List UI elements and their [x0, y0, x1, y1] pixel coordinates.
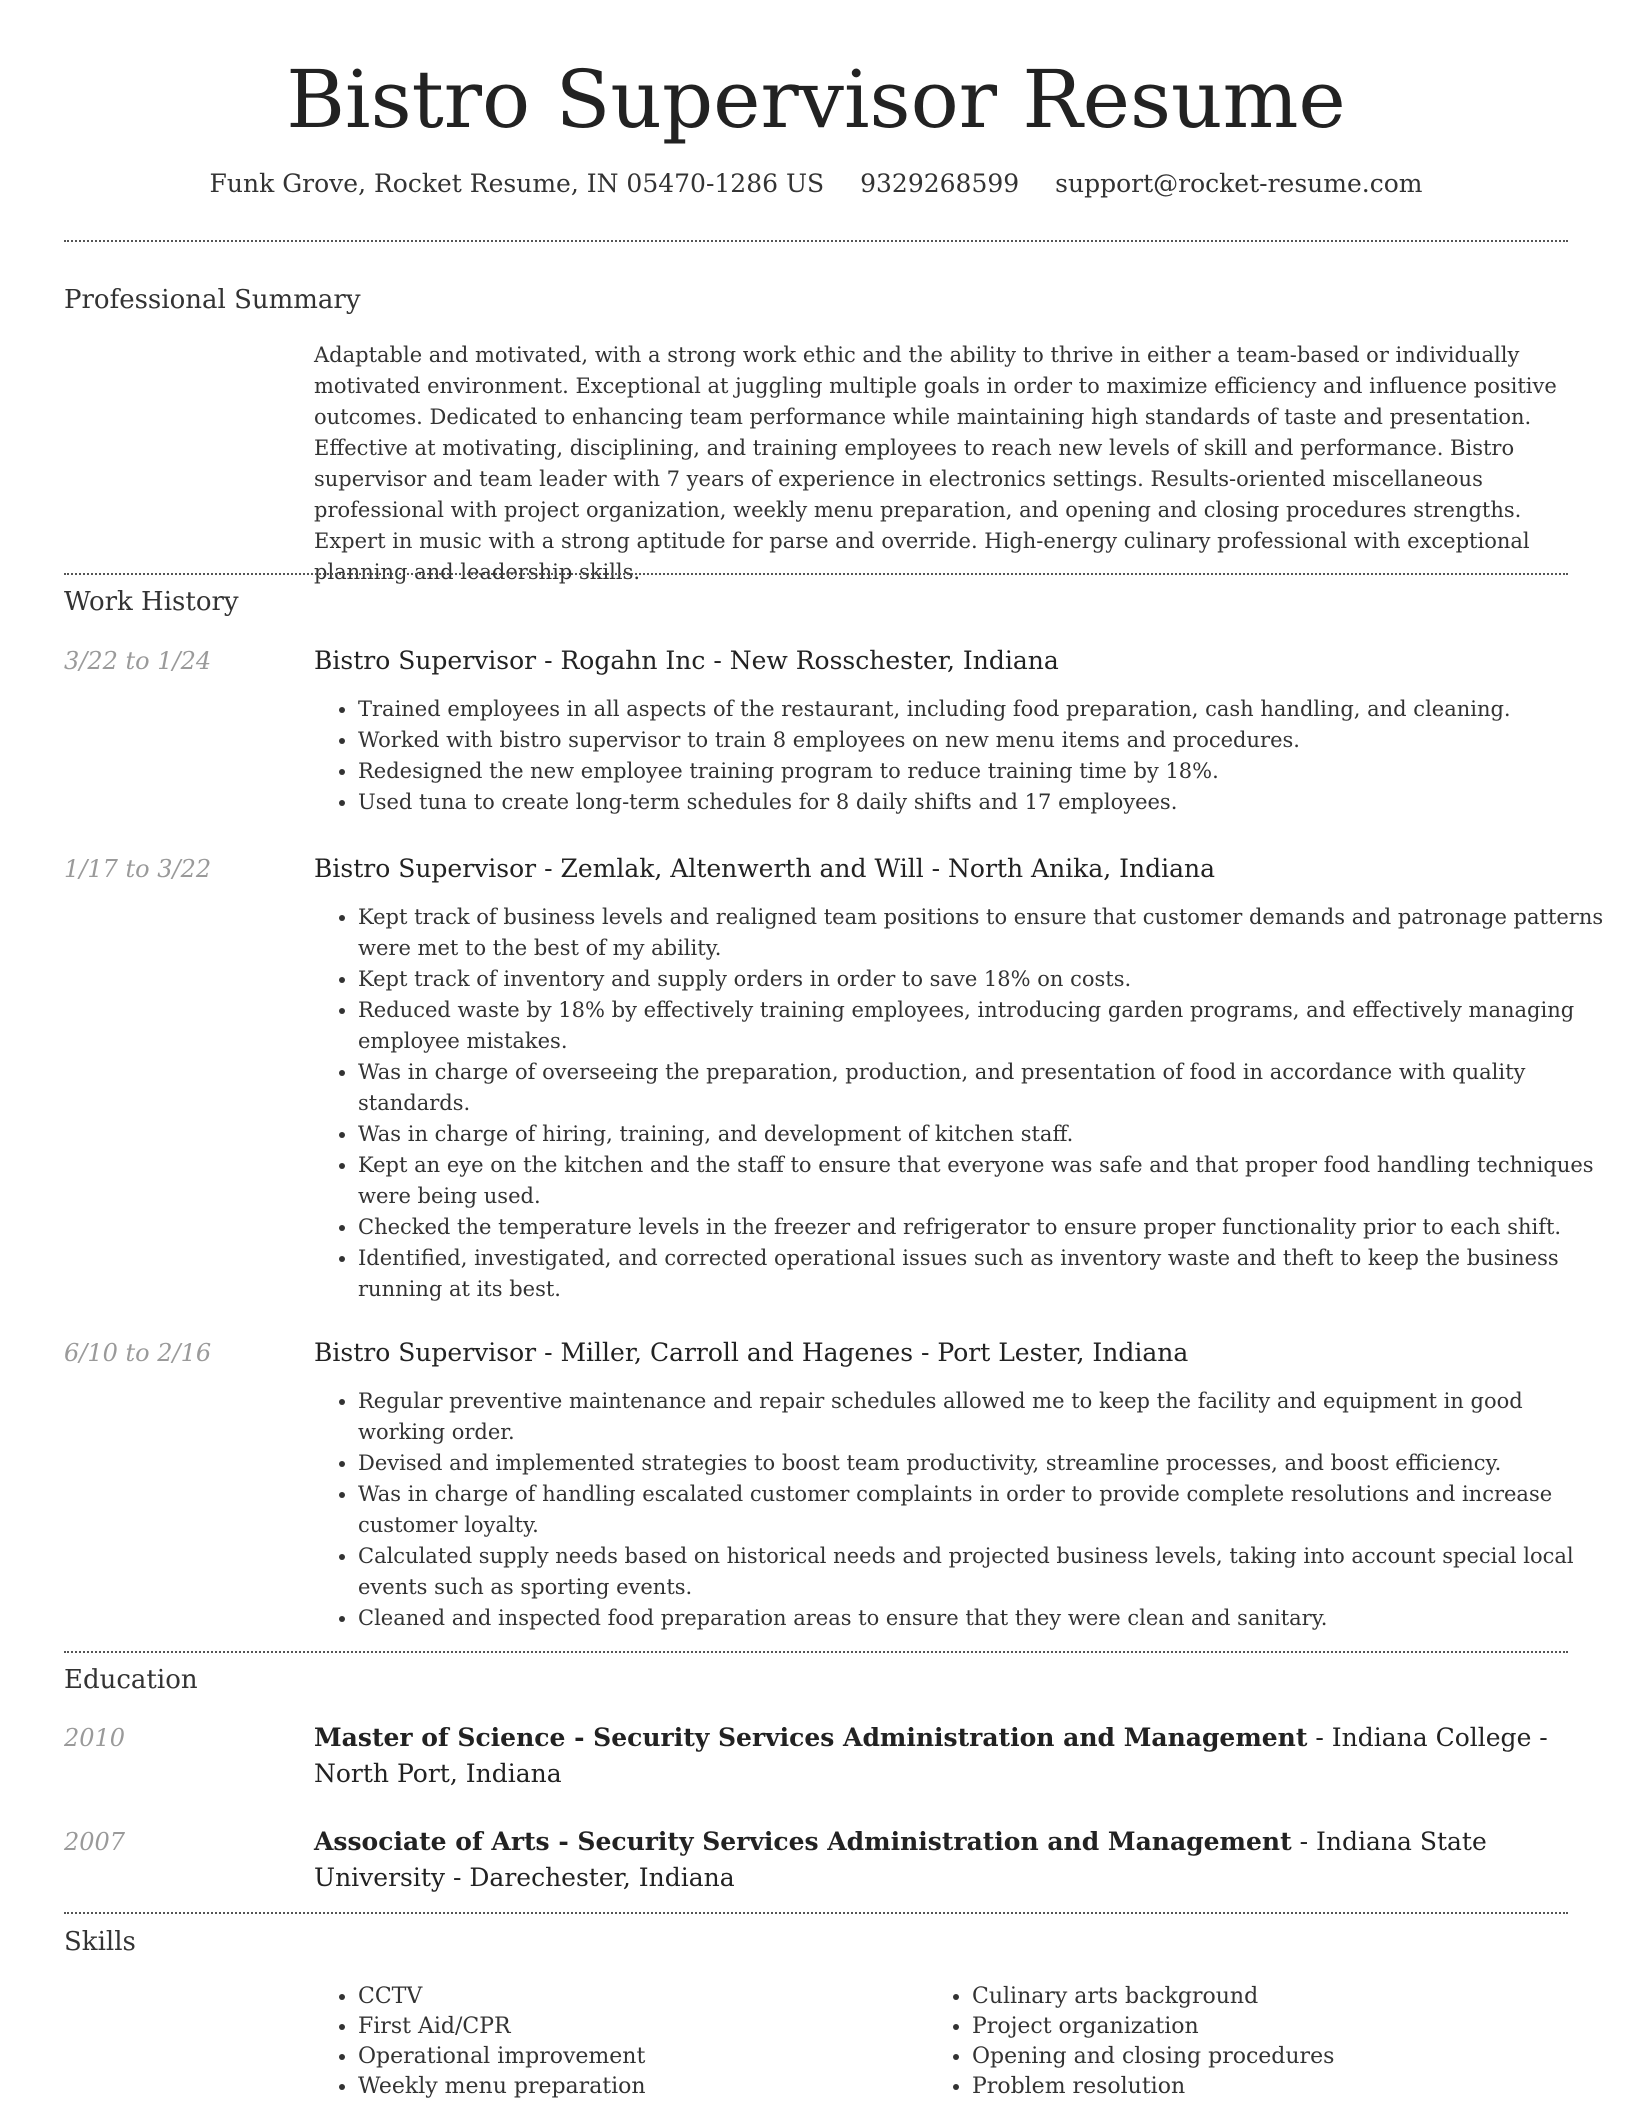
- job-dates: 1/17 to 3/22: [64, 855, 212, 883]
- job-dates: 3/22 to 1/24: [64, 647, 212, 675]
- list-item: • Was in charge of handling escalated customer complaints in order to provide complete resolutions and increase customer loyalty.: [358, 1479, 1614, 1541]
- contact-phone: 9329268599: [860, 169, 1020, 198]
- education-school: - Indiana College - North Port, Indiana: [314, 1723, 1548, 1788]
- list-item: • Weekly menu preparation: [358, 2072, 918, 2102]
- skills-list-left: [314, 1982, 918, 2102]
- list-item: • Was in charge of overseeing the preparation, production, and presentation of food in accordance with quality standards.: [358, 1057, 1614, 1119]
- list-item: • Opening and closing procedures: [972, 2042, 1572, 2072]
- list-item: • Cleaned and inspected food preparation areas to ensure that they were clean and sanitary.: [358, 1603, 1614, 1634]
- list-item: • Reduced waste by 18% by effectively training employees, introducing garden programs, and effectively managing employee mistakes.: [358, 995, 1614, 1057]
- contact-email: support@rocket-resume.com: [1055, 169, 1423, 198]
- contact-line: [0, 168, 1632, 200]
- job-title: Bistro Supervisor - Miller, Carroll and Hagenes - Port Lester, Indiana: [314, 1338, 1189, 1367]
- education-entry: [314, 1824, 1570, 1896]
- list-item: • Identified, investigated, and corrected operational issues such as inventory waste and theft to keep the business running at its best.: [358, 1243, 1614, 1305]
- education-school: - Indiana State University - Darechester, Indiana: [314, 1827, 1487, 1892]
- skills-list-right: [928, 1982, 1572, 2102]
- job-bullets: [314, 694, 1614, 818]
- page-title: Bistro Supervisor Resume: [286, 53, 1346, 146]
- list-item: • Calculated supply needs based on historical needs and projected business levels, taking into account special local events such as sporting events.: [358, 1541, 1614, 1603]
- education-year: 2007: [64, 1828, 126, 1856]
- list-item: • Operational improvement: [358, 2042, 918, 2072]
- list-item: • CCTV: [358, 1982, 918, 2012]
- work-history-heading: Work History: [64, 587, 239, 617]
- list-item: • Used tuna to create long-term schedules for 8 daily shifts and 17 employees.: [358, 787, 1614, 818]
- skills-heading: Skills: [64, 1927, 136, 1957]
- summary-text: Adaptable and motivated, with a strong work ethic and the ability to thrive in either a team-based or individually motivated environment. Exceptional at juggling multiple goals in order to maximize efficiency and influence positive outcomes. Dedicated to enhancing team performance while maintaining high standards of taste and presentation. Effective at motivating, disciplining, and training employees to reach new levels of skill and performance. Bistro supervisor and team leader with 7 years of experience in electronics settings. Results-oriented miscellaneous professional with project organization, weekly menu preparation, and opening and closing procedures strengths. Expert in music with a strong aptitude for parse and override. High-energy culinary professional with exceptional planning and leadership skills.: [314, 343, 1557, 584]
- list-item: • Trained employees in all aspects of the restaurant, including food preparation, cash handling, and cleaning.: [358, 694, 1614, 725]
- list-item: • Kept an eye on the kitchen and the staff to ensure that everyone was safe and that proper food handling techniques were being used.: [358, 1150, 1614, 1212]
- list-item: • First Aid/CPR: [358, 2012, 918, 2042]
- resume-header: [0, 0, 1632, 200]
- job-bullets: [314, 1386, 1614, 1634]
- list-item: • Devised and implemented strategies to boost team productivity, streamline processes, and boost efficiency.: [358, 1448, 1614, 1479]
- list-item: • Checked the temperature levels in the freezer and refrigerator to ensure proper functionality prior to each shift.: [358, 1212, 1614, 1243]
- education-heading: Education: [64, 1665, 198, 1695]
- education-entry: [314, 1720, 1570, 1792]
- list-item: • Worked with bistro supervisor to train 8 employees on new menu items and procedures.: [358, 725, 1614, 756]
- list-item: • Project organization: [972, 2012, 1572, 2042]
- summary-heading: Professional Summary: [64, 285, 361, 315]
- section-divider: [64, 240, 1568, 242]
- education-degree: Associate of Arts - Security Services Administration and Management: [314, 1827, 1292, 1856]
- list-item: • Problem resolution: [972, 2072, 1572, 2102]
- contact-address: Funk Grove, Rocket Resume, IN 05470-1286 US: [209, 169, 825, 198]
- list-item: • Kept track of business levels and realigned team positions to ensure that customer demands and patronage patterns were met to the best of my ability.: [358, 902, 1614, 964]
- job-title: Bistro Supervisor - Rogahn Inc - New Rosschester, Indiana: [314, 646, 1059, 675]
- job-bullets: [314, 902, 1614, 1305]
- section-divider: [64, 573, 1568, 575]
- section-divider: [64, 1912, 1568, 1914]
- section-divider: [64, 1651, 1568, 1653]
- list-item: • Culinary arts background: [972, 1982, 1572, 2012]
- job-dates: 6/10 to 2/16: [64, 1339, 212, 1367]
- list-item: • Kept track of inventory and supply orders in order to save 18% on costs.: [358, 964, 1614, 995]
- list-item: • Was in charge of hiring, training, and development of kitchen staff.: [358, 1119, 1614, 1150]
- list-item: • Regular preventive maintenance and repair schedules allowed me to keep the facility and equipment in good working order.: [358, 1386, 1614, 1448]
- education-year: 2010: [64, 1724, 126, 1752]
- education-degree: Master of Science - Security Services Administration and Management: [314, 1723, 1308, 1752]
- list-item: • Redesigned the new employee training program to reduce training time by 18%.: [358, 756, 1614, 787]
- job-title: Bistro Supervisor - Zemlak, Altenwerth and Will - North Anika, Indiana: [314, 854, 1216, 883]
